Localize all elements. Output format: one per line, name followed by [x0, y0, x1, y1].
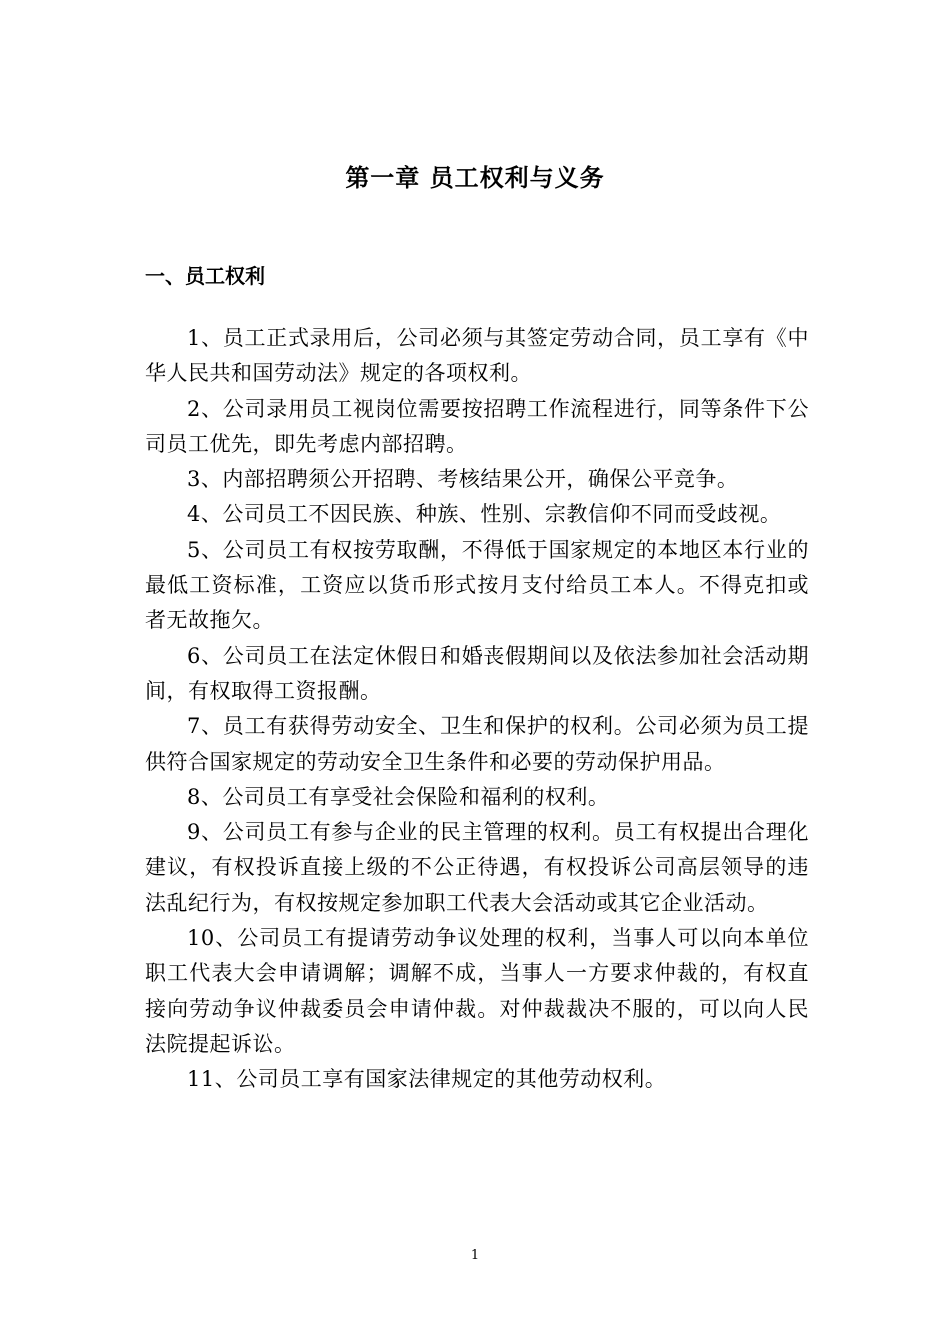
paragraph-6: 6、公司员工在法定休假日和婚丧假期间以及依法参加社会活动期间，有权取得工资报酬。: [145, 643, 809, 703]
paragraph-3: 3、内部招聘须公开招聘、考核结果公开，确保公平竞争。: [187, 467, 739, 492]
section-heading: 一、员工权利: [145, 264, 265, 288]
paragraph-11: 11、公司员工享有国家法律规定的其他劳动权利。: [187, 1067, 667, 1092]
paragraph-4: 4、公司员工不因民族、种族、性别、宗教信仰不同而受歧视。: [187, 502, 782, 527]
paragraph-2: 2、公司录用员工视岗位需要按招聘工作流程进行，同等条件下公司员工优先，即先考虑内部招聘。: [145, 396, 809, 456]
page-number: 1: [470, 1248, 480, 1263]
body-text: [145, 321, 809, 1098]
chapter-title: 第一章 员工权利与义务: [345, 164, 605, 192]
paragraph-10: 10、公司员工有提请劳动争议处理的权利，当事人可以向本单位职工代表大会申请调解；调解不成，当事人一方要求仲裁的，有权直接向劳动争议仲裁委员会申请仲裁。对仲裁裁决不服的，可以向人民法院提起诉讼。: [145, 926, 809, 1056]
paragraph-8: 8、公司员工有享受社会保险和福利的权利。: [187, 784, 610, 809]
paragraph-5: 5、公司员工有权按劳取酬，不得低于国家规定的本地区本行业的最低工资标准，工资应以货币形式按月支付给员工本人。不得克扣或者无故拖欠。: [145, 537, 809, 633]
paragraph-1: 1、员工正式录用后，公司必须与其签定劳动合同，员工享有《中华人民共和国劳动法》规定的各项权利。: [145, 326, 809, 386]
paragraph-9: 9、公司员工有参与企业的民主管理的权利。员工有权提出合理化建议，有权投诉直接上级的不公正待遇，有权投诉公司高层领导的违法乱纪行为，有权按规定参加职工代表大会活动或其它企业活动。: [145, 820, 809, 915]
paragraph-7: 7、员工有获得劳动安全、卫生和保护的权利。公司必须为员工提供符合国家规定的劳动安全卫生条件和必要的劳动保护用品。: [145, 714, 809, 774]
